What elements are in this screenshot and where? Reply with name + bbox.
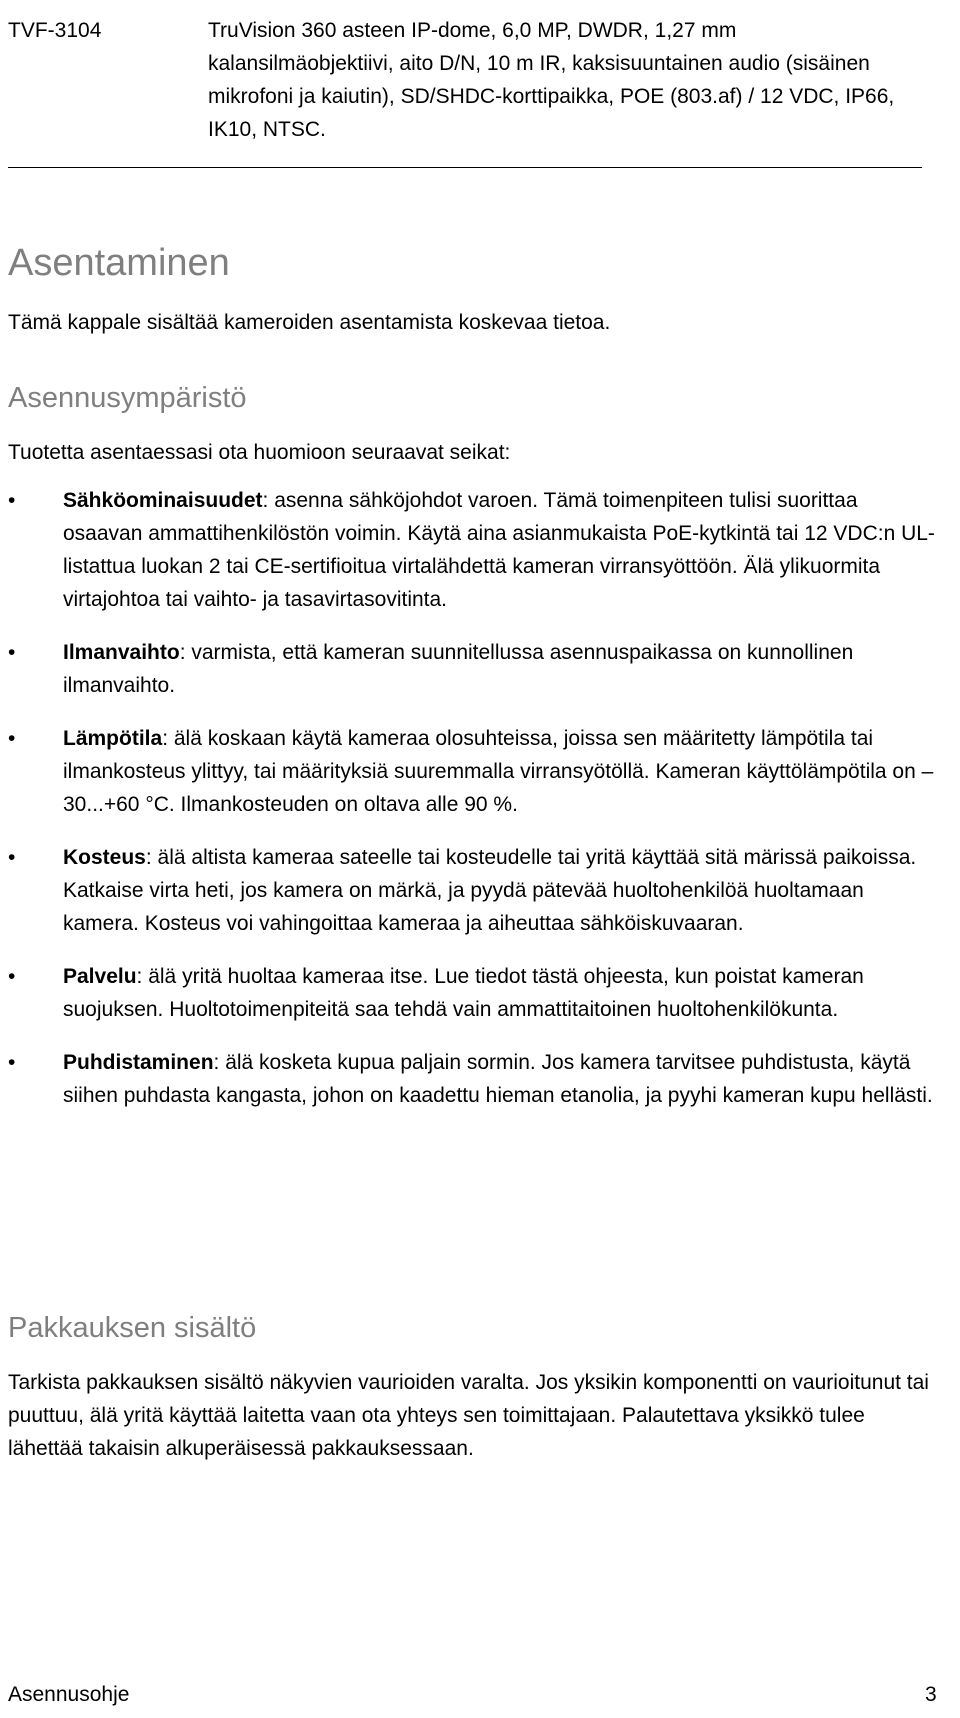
list-item: [8, 636, 938, 702]
list-item: [8, 722, 938, 821]
product-code: TVF-3104: [8, 19, 102, 42]
list-item: [8, 960, 938, 1026]
list-item-term: Sähköominaisuudet: [63, 489, 263, 512]
list-item-text: : asenna sähköjohdot varoen. Tämä toimenpiteen tulisi suorittaa osaavan ammattihenkilöstön voimin. Käytä aina asianmukaista PoE-kytkintä tai 12 VDC:n UL-listattua luokan 2 tai CE-sertifioitua virtalähdettä kameran virransyöttöön. Älä ylikuormita virtajohtoa tai vaihto- ja tasavirtasovitinta.: [63, 489, 935, 611]
section-title-install: Asentaminen: [8, 242, 230, 284]
list-item-term: Puhdistaminen: [63, 1051, 214, 1074]
section-title-environment: Asennusympäristö: [8, 382, 247, 414]
bullet-icon: •: [8, 641, 16, 664]
section-title-package: Pakkauksen sisältö: [8, 1312, 257, 1344]
list-item: [8, 841, 938, 940]
footer-doc-name: Asennusohje: [8, 1683, 130, 1706]
section-intro-environment: Tuotetta asentaessasi ota huomioon seuraavat seikat:: [8, 441, 511, 464]
list-item-term: Kosteus: [63, 846, 146, 869]
list-item-text: : älä altista kameraa sateelle tai kosteudelle tai yritä käyttää sitä märissä paikoissa. Katkaise virta heti, jos kamera on märkä, ja pyydä pätevää huoltohenkilöä huoltamaan kamera. Kosteus voi vahingoittaa kameraa ja aiheuttaa sähköiskuvaaran.: [63, 846, 917, 935]
list-item-text: : älä koskaan käytä kameraa olosuhteissa, joissa sen määritetty lämpötila tai ilmankosteus ylittyy, tai määrityksiä suuremmalla virransyötöllä. Kameran käyttölämpötila on –30...+60 °C. Ilmankosteuden on oltava alle 90 %.: [63, 727, 934, 816]
bullet-icon: •: [8, 1051, 16, 1074]
list-item-text: : varmista, että kameran suunnitellussa asennuspaikassa on kunnollinen ilmanvaihto.: [63, 641, 854, 697]
header-divider: [8, 167, 922, 168]
list-item-term: Lämpötila: [63, 727, 163, 750]
list-item-term: Ilmanvaihto: [63, 641, 180, 664]
list-item: [8, 1046, 938, 1112]
product-description: TruVision 360 asteen IP-dome, 6,0 MP, DWDR, 1,27 mm kalansilmäobjektiivi, aito D/N, 10 m IR, kaksisuuntainen audio (sisäinen mikrofoni ja kaiutin), SD/SHDC-korttipaikka, POE (803.af) / 12 VDC, IP66, IK10, NTSC.: [208, 19, 895, 141]
environment-list: [8, 484, 938, 1132]
list-item-text: : älä yritä huoltaa kameraa itse. Lue tiedot tästä ohjeesta, kun poistat kameran suojuksen. Huoltotoimenpiteitä saa tehdä vain ammattitaitoinen huoltohenkilökunta.: [63, 965, 864, 1021]
product-header: [8, 14, 922, 146]
bullet-icon: •: [8, 489, 16, 512]
section-text-package: Tarkista pakkauksen sisältö näkyvien vaurioiden varalta. Jos yksikin komponentti on vaurioitunut tai puuttuu, älä yritä käyttää laitetta vaan ota yhteys sen toimittajaan. Palautettava yksikkö tulee lähettää takaisin alkuperäisessä pakkauksessaan.: [8, 1371, 929, 1460]
bullet-icon: •: [8, 727, 16, 750]
footer-page-number: 3: [925, 1683, 937, 1706]
list-item-text: : älä kosketa kupua paljain sormin. Jos kamera tarvitsee puhdistusta, käytä siihen puhdasta kangasta, johon on kaadettu hieman etanolia, ja pyyhi kameran kupu hellästi.: [63, 1051, 933, 1107]
bullet-icon: •: [8, 965, 16, 988]
bullet-icon: •: [8, 846, 16, 869]
section-intro-install: Tämä kappale sisältää kameroiden asentamista koskevaa tietoa.: [8, 311, 611, 334]
list-item-term: Palvelu: [63, 965, 137, 988]
list-item: [8, 484, 938, 616]
